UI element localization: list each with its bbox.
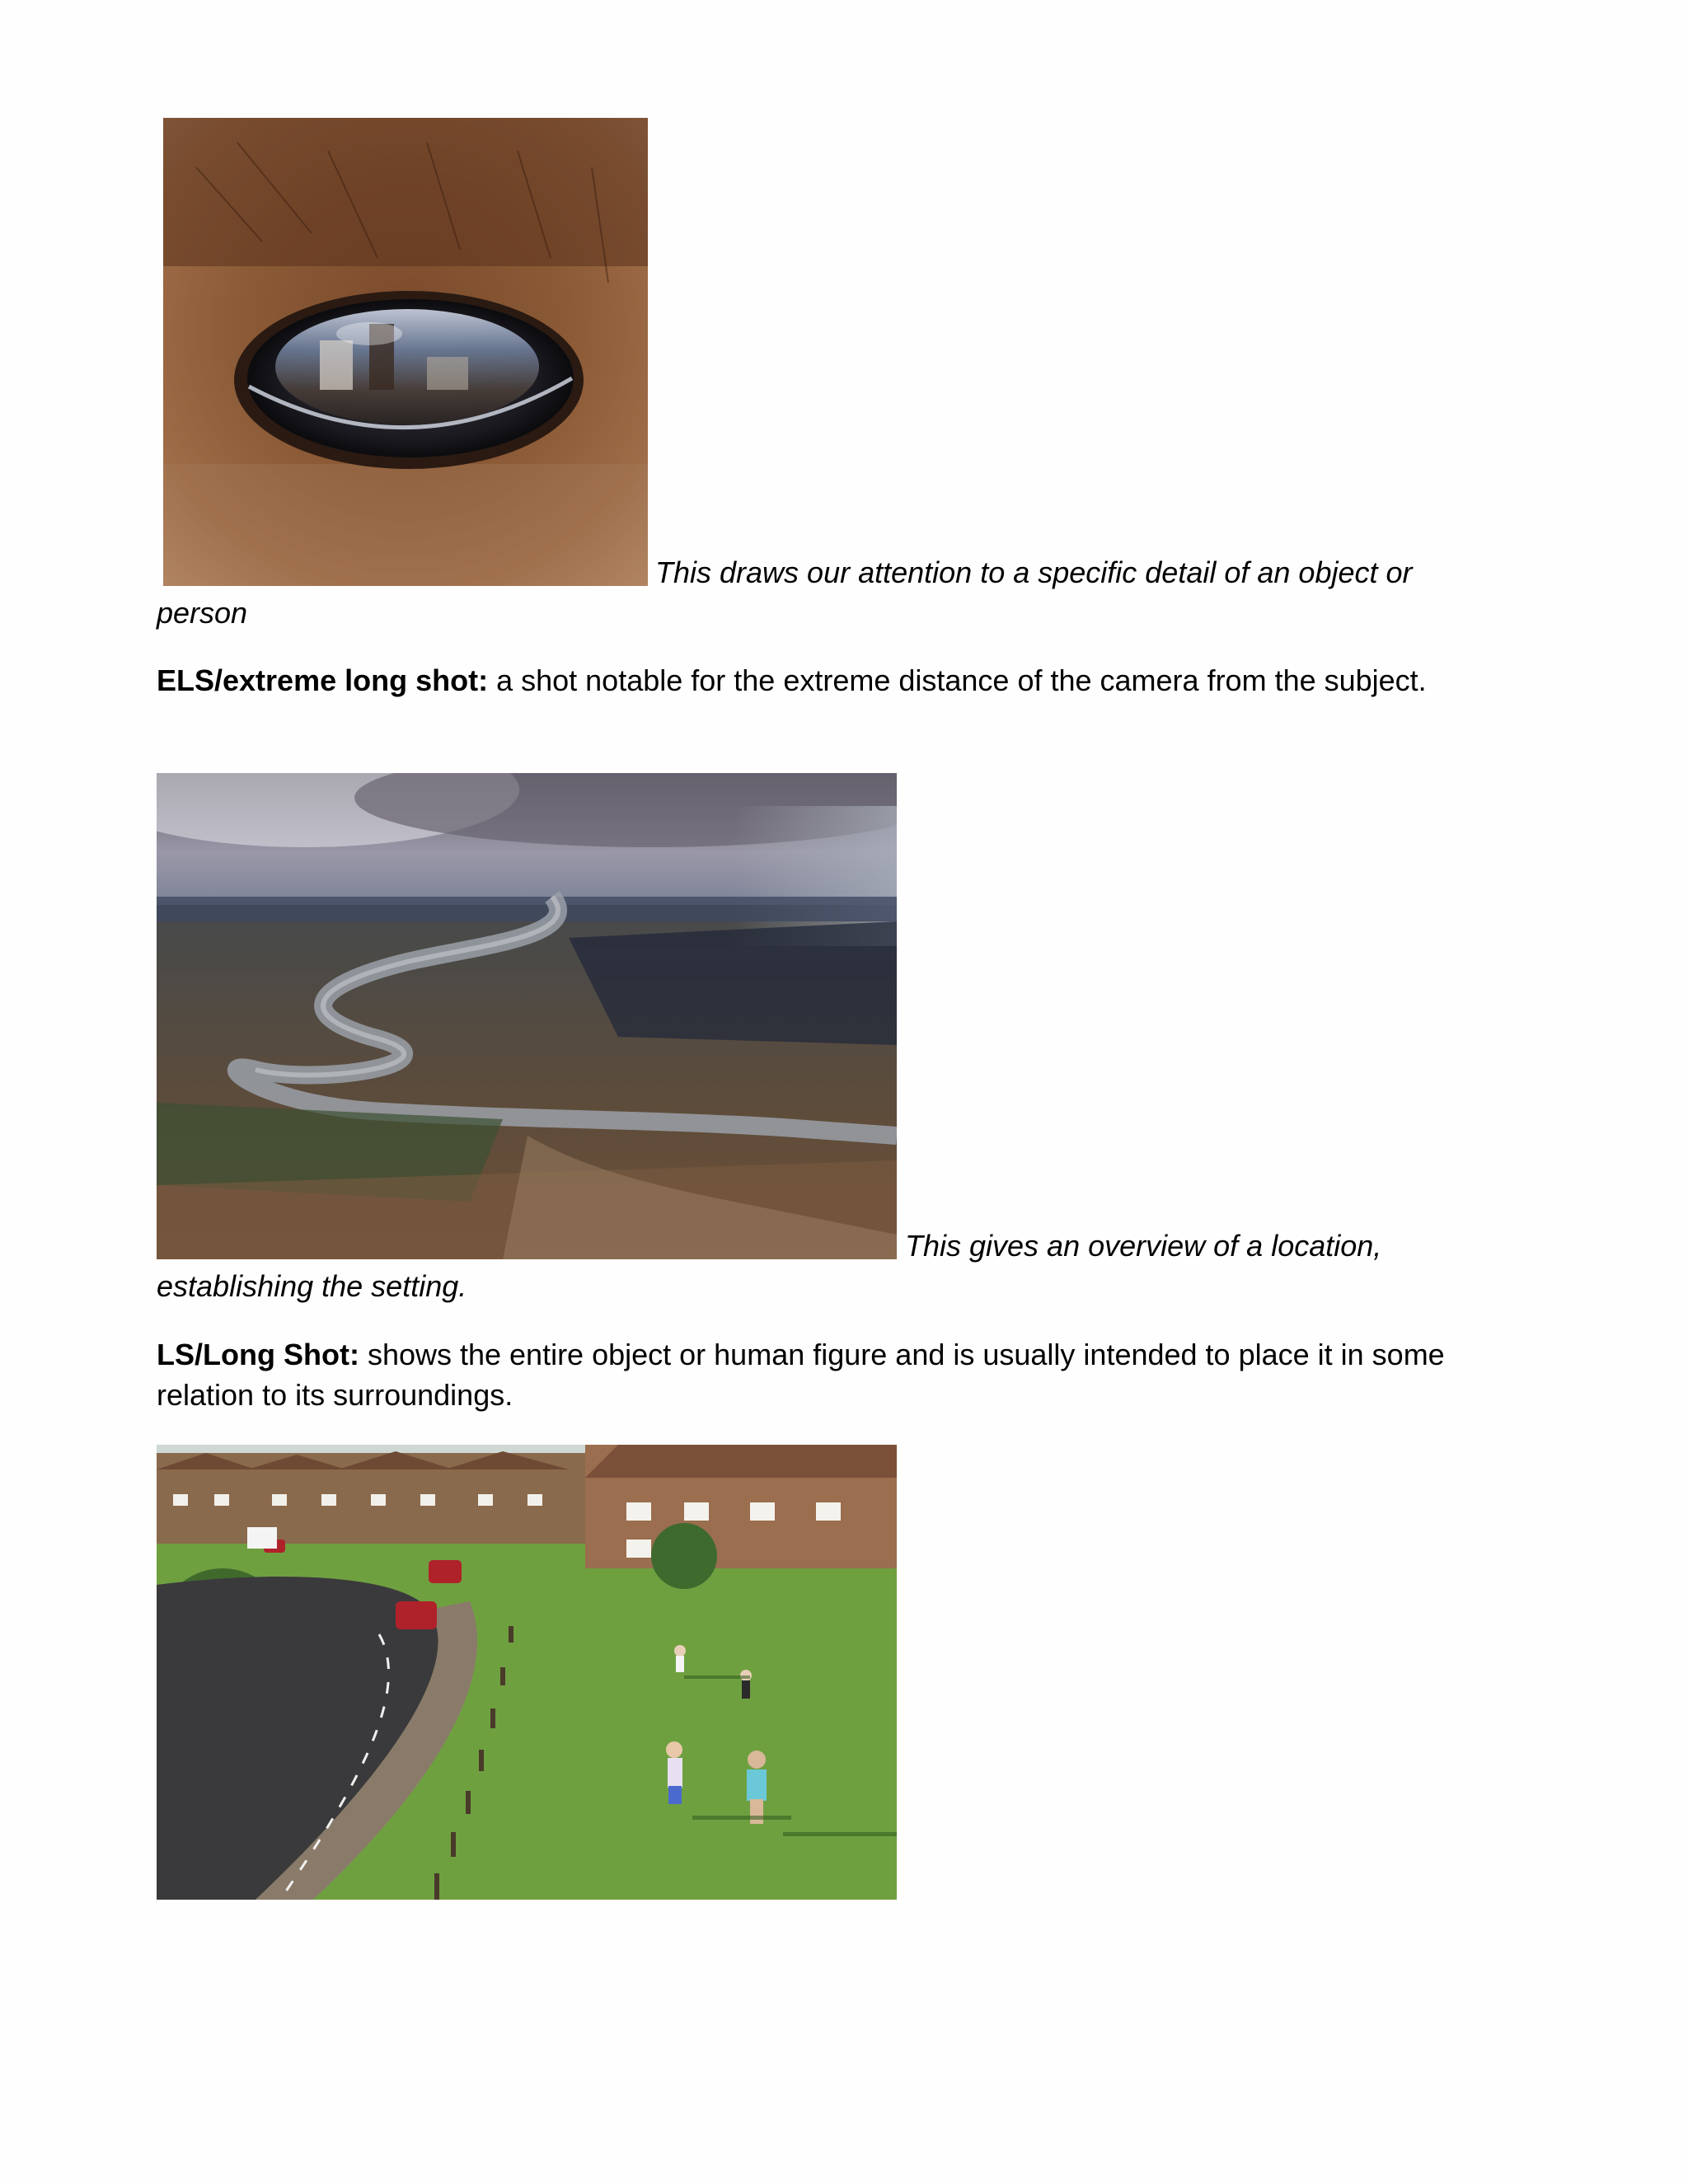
- river-caption-line1: This gives an overview of a location,: [905, 1229, 1382, 1263]
- els-term: ELS/extreme long shot:: [157, 663, 489, 697]
- eye-closeup-image: [163, 118, 648, 586]
- river-landscape-image: [157, 773, 897, 1259]
- els-definition-text: a shot notable for the extreme distance of the camera from the subject.: [488, 663, 1427, 697]
- ls-term: LS/Long Shot:: [157, 1338, 359, 1371]
- els-definition: [157, 661, 1427, 701]
- eye-caption-line1: This draws our attention to a specific detail of an object or: [655, 555, 1413, 589]
- street-scene-image: [157, 1445, 897, 1900]
- ls-definition-line1: [157, 1335, 1445, 1375]
- ls-definition-text: shows the entire object or human figure and is usually intended to place it in some: [359, 1338, 1445, 1371]
- ls-definition-line2: relation to its surroundings.: [157, 1378, 513, 1412]
- river-caption-line2: establishing the setting.: [157, 1269, 467, 1303]
- eye-caption-line2: person: [157, 596, 248, 630]
